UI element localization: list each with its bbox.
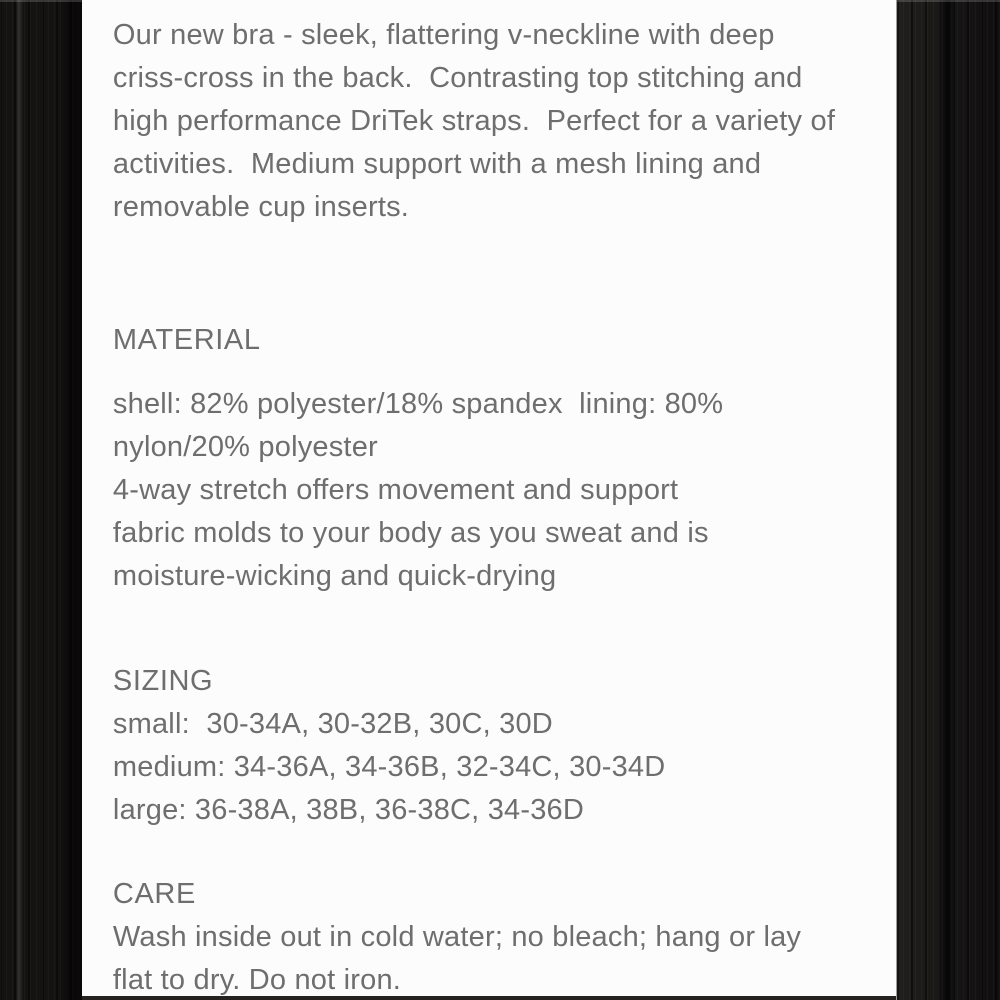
- sizing-heading: SIZING: [112, 665, 214, 697]
- material-section: [113, 383, 890, 598]
- right-frame-decoration: [896, 0, 1000, 1000]
- text-line: fabric molds to your body as you sweat and is: [112, 517, 709, 549]
- product-description-panel: [82, 0, 896, 1000]
- text-line: 4-way stretch offers movement and support: [112, 474, 679, 506]
- text-line: flat to dry. Do not iron.: [112, 964, 402, 996]
- sizing-large-line: large: 36-38A, 38B, 36-38C, 34-36D: [112, 794, 585, 826]
- text-line: shell: 82% polyester/18% spandex lining: 80%: [112, 388, 724, 420]
- sizing-medium-line: medium: 34-36A, 34-36B, 32-34C, 30-34D: [112, 751, 666, 783]
- intro-paragraph: [113, 14, 890, 229]
- text-line: high performance DriTek straps. Perfect for a variety of: [112, 105, 836, 137]
- material-heading: MATERIAL: [112, 324, 261, 356]
- sizing-section: [113, 660, 890, 832]
- text-line: Wash inside out in cold water; no bleach; hang or lay: [112, 921, 802, 953]
- left-frame-decoration: [0, 0, 82, 1000]
- care-section: [113, 873, 890, 1000]
- text-line: removable cup inserts.: [112, 191, 410, 223]
- text-line: criss-cross in the back. Contrasting top stitching and: [112, 62, 803, 94]
- care-heading: CARE: [112, 878, 196, 910]
- sizing-small-line: small: 30-34A, 30-32B, 30C, 30D: [112, 708, 553, 740]
- text-line: activities. Medium support with a mesh lining and: [112, 148, 762, 180]
- text-line: nylon/20% polyester: [112, 431, 378, 463]
- text-line: Our new bra - sleek, flattering v-neckline with deep: [112, 19, 775, 51]
- text-line: moisture-wicking and quick-drying: [112, 560, 557, 592]
